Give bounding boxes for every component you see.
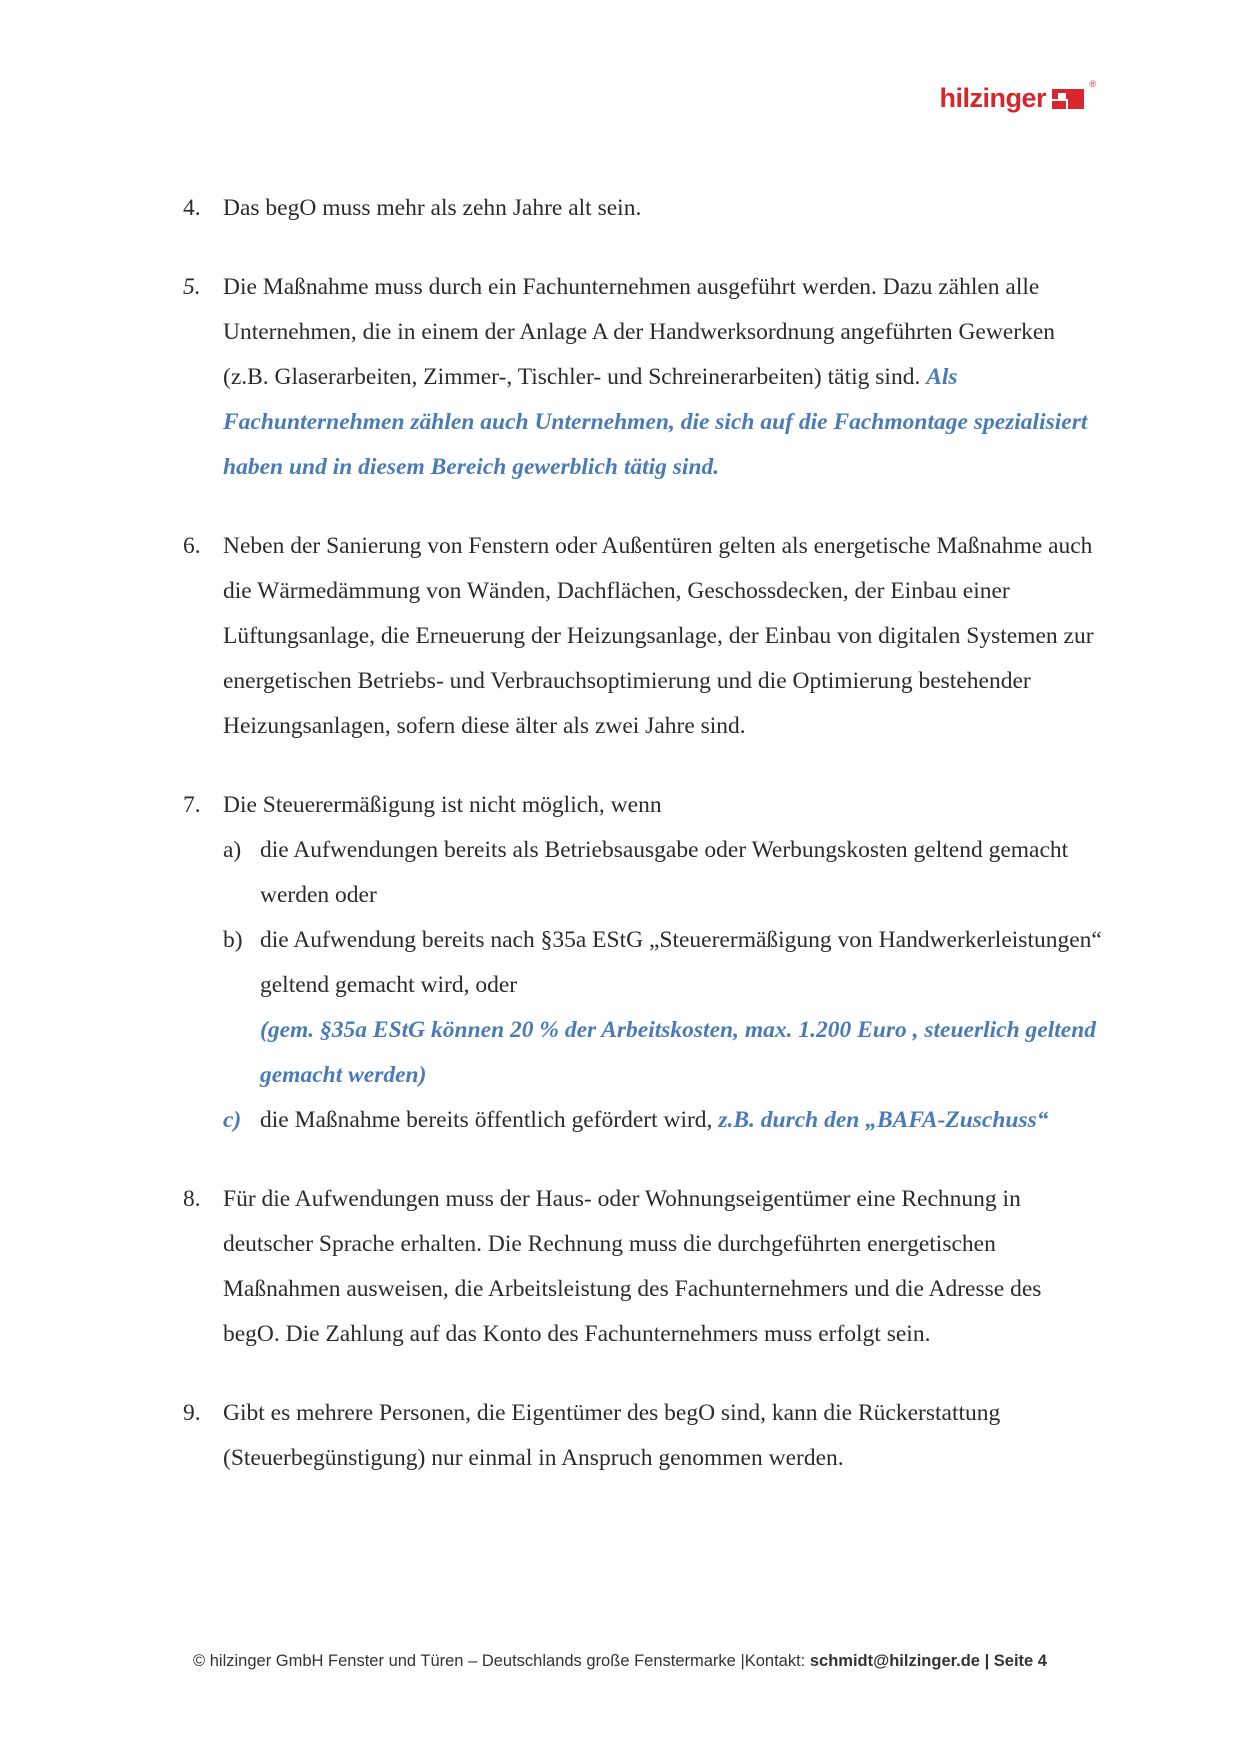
sub-item-c: [0, 1098, 1240, 1143]
item-number: 8.: [183, 1186, 201, 1212]
item-number: 4.: [183, 195, 201, 221]
logo-window-icon: [1048, 79, 1096, 113]
item-number: 6.: [183, 533, 201, 559]
sub-item-note-highlight: z.B. durch den „BAFA-Zuschuss“: [718, 1107, 1049, 1133]
sub-item-note-highlight: (gem. §35a EStG können 20 % der Arbeitskosten, max. 1.200 Euro , steuerlich geltend gemacht werden): [260, 1017, 1097, 1088]
item-number: 5.: [183, 274, 201, 300]
sub-item-text: die Aufwendungen bereits als Betriebsausgabe oder Werbungskosten geltend gemacht werden oder: [260, 837, 1069, 908]
item-text: Für die Aufwendungen muss der Haus- oder Wohnungseigentümer eine Rechnung in deutscher Sprache erhalten. Die Rechnung muss die durchgeführten energetischen Maßnahmen ausweisen, die Arbeitsleistung des Fachunternehmers und die Adresse des begO. Die Zahlung auf das Konto des Fachunternehmers muss erfolgt sein.: [223, 1186, 1042, 1347]
item-note-highlight: Als Fachunternehmen zählen auch Unternehmen, die sich auf die Fachmontage spezialisiert haben und in diesem Bereich gewerblich tätig sind.: [223, 364, 1088, 480]
list-item-8: [0, 1177, 1240, 1357]
sub-item-label: b): [223, 927, 243, 953]
item-text: Gibt es mehrere Personen, die Eigentümer des begO sind, kann die Rückerstattung (Steuerbegünstigung) nur einmal in Anspruch genommen werden.: [223, 1400, 1001, 1471]
list-item-7: [0, 783, 1240, 1143]
sub-item-label: c): [223, 1107, 242, 1133]
footer-copyright: © hilzinger GmbH Fenster und Türen – Deutschlands große Fenstermarke |Kontakt:: [193, 1652, 806, 1670]
sub-item-text: die Maßnahme bereits öffentlich gefördert wird,: [260, 1107, 713, 1133]
sub-item-text: die Aufwendung bereits nach §35a EStG „Steuerermäßigung von Handwerkerleistungen“ geltend gemacht wird, oder: [260, 927, 1102, 998]
list-item-6: [0, 524, 1240, 749]
item-text: Das begO muss mehr als zehn Jahre alt sein.: [223, 195, 642, 221]
logo-wordmark: hilzinger: [939, 82, 1046, 113]
registered-mark: ®: [1089, 79, 1096, 89]
list-item-5: [0, 265, 1240, 490]
item-number: 7.: [183, 792, 201, 818]
item-body: [223, 265, 1103, 490]
sub-item-b: [0, 918, 1240, 1098]
item-number: 9.: [183, 1400, 201, 1426]
list-item-9: [0, 1391, 1240, 1481]
company-logo: [939, 78, 1096, 118]
footer-page-number: | Seite 4: [984, 1652, 1047, 1670]
sub-item-body: [260, 1098, 1103, 1143]
document-body: [0, 186, 1240, 1481]
sub-item-body: [260, 918, 1103, 1098]
item-text: Neben der Sanierung von Fenstern oder Außentüren gelten als energetische Maßnahme auch die Wärmedämmung von Wänden, Dachflächen, Geschossdecken, der Einbau einer Lüftungsanlage, die Erneuerung der Heizungsanlage, der Einbau von digitalen Systemen zur energetischen Betriebs- und Verbrauchsoptimierung und die Optimierung bestehender Heizungsanlagen, sofern diese älter als zwei Jahre sind.: [223, 533, 1094, 739]
page-footer: [0, 1652, 1240, 1671]
item-text: Die Steuerermäßigung ist nicht möglich, wenn: [223, 792, 662, 818]
footer-email-link[interactable]: schmidt@hilzinger.de: [809, 1652, 980, 1670]
sub-item-label: a): [223, 837, 242, 863]
sub-item-a: [0, 828, 1240, 918]
item-text: Die Maßnahme muss durch ein Fachunternehmen ausgeführt werden. Dazu zählen alle Unternehmen, die in einem der Anlage A der Handwerksordnung angeführten Gewerken (z.B. Glaserarbeiten, Zimmer-, Tischler- und Schreinerarbeiten) tätig sind.: [223, 274, 1056, 390]
list-item-4: [0, 186, 1240, 231]
